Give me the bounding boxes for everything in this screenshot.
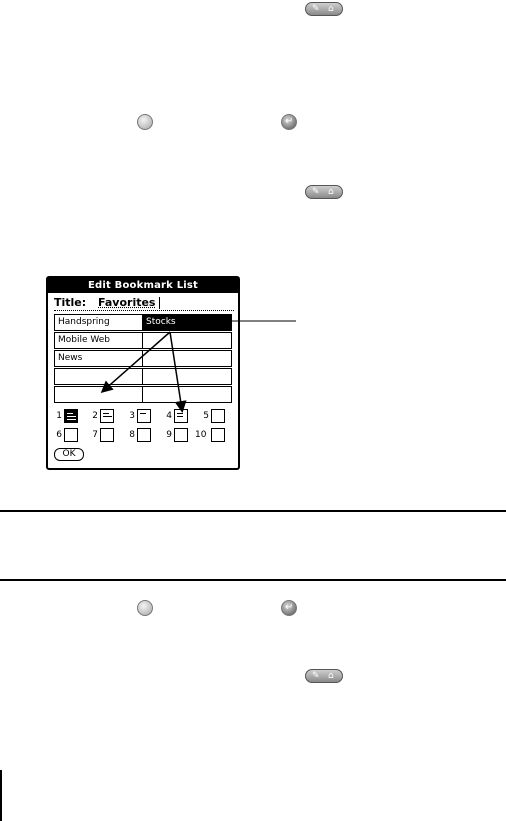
dialog-title: Edit Bookmark List (48, 278, 238, 293)
page-number: 4 (166, 411, 172, 421)
section-divider-top (0, 510, 506, 512)
page-number: 7 (92, 430, 98, 440)
page-number: 2 (92, 411, 98, 421)
page-number: 3 (129, 411, 135, 421)
select-button-icon[interactable] (137, 600, 153, 616)
arrow-to-page-4 (170, 332, 182, 410)
page-number: 6 (56, 430, 62, 440)
bookmark-slot[interactable]: Handspring (54, 314, 143, 331)
pen-icon: ✎ (312, 187, 320, 197)
enter-arrow-icon: ↵ (285, 116, 294, 127)
title-field[interactable]: Favorites (98, 296, 156, 309)
home-icon: ⌂ (328, 187, 334, 197)
title-label: Title: (54, 296, 87, 309)
page-number: 1 (56, 411, 62, 421)
bookmark-slot-selected[interactable]: Stocks (142, 314, 232, 331)
arrow-to-slot (103, 332, 170, 391)
ok-button[interactable]: OK (54, 448, 84, 461)
page-number: 9 (166, 430, 172, 440)
page-number: 5 (203, 411, 209, 421)
margin-bar (0, 770, 2, 821)
enter-button-icon[interactable] (281, 600, 297, 616)
home-icon: ⌂ (328, 671, 334, 681)
enter-arrow-icon: ↵ (285, 602, 294, 613)
page-number: 10 (195, 430, 207, 440)
bookmark-slot[interactable]: Mobile Web (54, 332, 143, 349)
section-divider-bottom (0, 579, 506, 581)
page-number: 8 (129, 430, 135, 440)
bookmark-slot[interactable]: News (54, 350, 143, 367)
home-icon: ⌂ (328, 4, 334, 14)
pen-home-button-bottom[interactable] (305, 669, 343, 683)
pen-icon: ✎ (312, 4, 320, 14)
pen-icon: ✎ (312, 671, 320, 681)
